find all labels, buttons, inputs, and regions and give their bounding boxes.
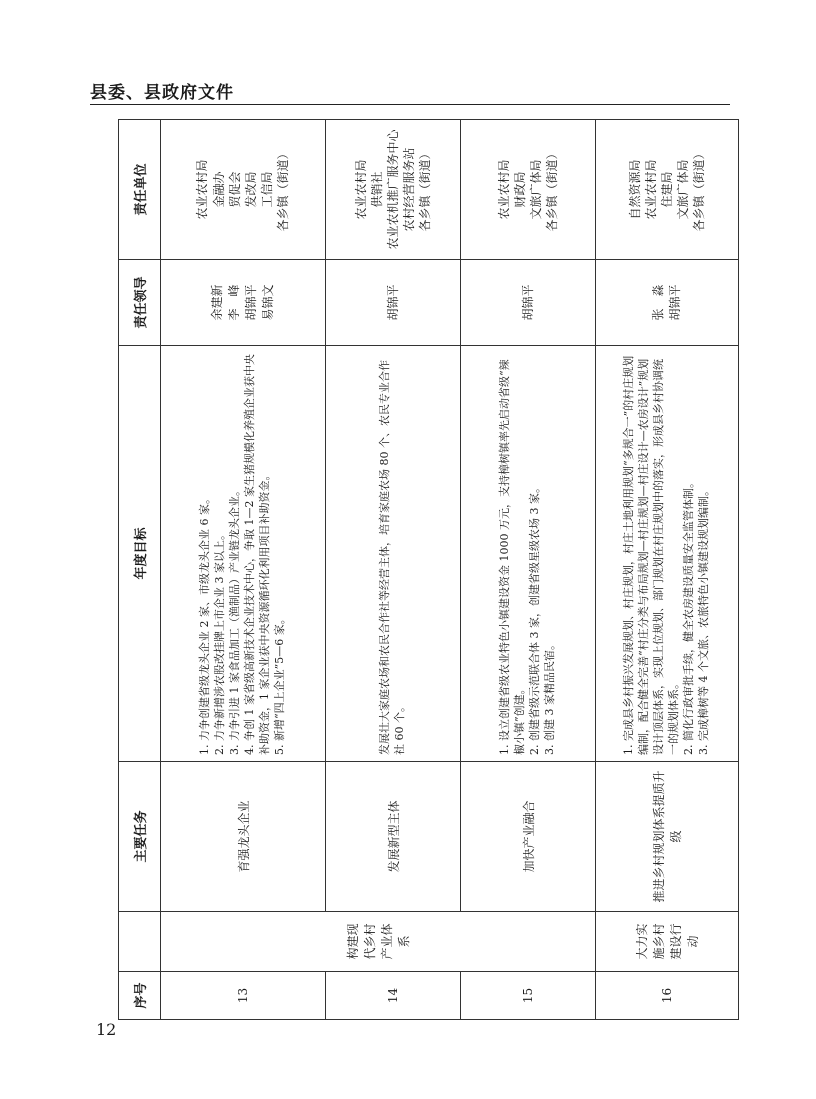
- unit-name: 各乡镇（街道）: [418, 147, 433, 232]
- unit-name: 农业农村局: [643, 159, 658, 220]
- row-index: 13: [161, 972, 326, 1020]
- header-goal: 年度目标: [119, 346, 161, 762]
- unit-name: 各乡镇（街道）: [692, 147, 707, 232]
- category-label: 大力实施乡村建设行动: [635, 923, 700, 960]
- row-leader: [596, 260, 739, 346]
- header-divider: [90, 104, 730, 105]
- table-row: [326, 120, 461, 1020]
- unit-name: 农业农村局: [195, 159, 210, 220]
- leader-name: 余建新: [210, 284, 225, 321]
- leader-name: 李 峰: [227, 284, 242, 321]
- leader-name: 胡锦平: [385, 284, 400, 321]
- goal-line: 3. 完成樟树等 4 个文旅、农旅特色小镇建设规划编制。: [696, 485, 710, 755]
- leader-name: 胡锦平: [668, 284, 682, 321]
- row-goal: [326, 346, 461, 762]
- header-task: 主要任务: [119, 762, 161, 912]
- goal-line: 4. 争创 1 家省级高新技术企业技术中心，争取 1—2 家生猪规模化养殖企业获中央补助资金，1 家企业获中央资源循环化利用项目补助资金。: [243, 354, 271, 755]
- row-unit: [161, 120, 326, 260]
- unit-name: 文旅广体局: [676, 159, 691, 220]
- unit-name: 各乡镇（街道）: [276, 147, 291, 232]
- row-task: 育强龙头企业: [161, 762, 326, 912]
- goal-line: 1. 力争创建省级龙头企业 2 家、市级龙头企业 6 家。: [198, 493, 212, 755]
- document-header-title: 县委、县政府文件: [90, 83, 234, 103]
- unit-name: 工信局: [260, 171, 275, 208]
- leader-name: 胡锦平: [520, 284, 535, 321]
- goal-line: 1. 完成县乡村振兴发展规划、村庄规划，村庄土地利用规划“多规合一”的村庄规划编制，配合健全完善“村庄分类与布局规划—村庄规划—村庄设计—农房设计”规划设计顶层体系，实现上位规划、部门规划在村庄规划中的落实，形成县乡村协调统一的规划体系。: [622, 355, 680, 755]
- unit-name: 供销社: [369, 171, 384, 208]
- unit-name: 自然资源局: [627, 159, 642, 220]
- unit-name: 金融办: [211, 171, 226, 208]
- category-cell: [161, 912, 596, 972]
- category-cell: [596, 912, 739, 972]
- unit-name: 发改局: [244, 171, 258, 208]
- row-index: 15: [461, 972, 596, 1020]
- category-label: 构建现代乡村产业体系: [346, 923, 411, 960]
- task-table: [118, 119, 739, 1020]
- unit-name: 农业农村局: [496, 159, 511, 220]
- rotated-table-content: [118, 120, 738, 1020]
- goal-line: 3. 力争引进 1 家食品加工（渔制品）产业链龙头企业。: [228, 485, 242, 755]
- unit-name: 农业农村局: [353, 159, 368, 220]
- row-task: 推进乡村规划体系提质升级: [596, 762, 739, 912]
- unit-name: 住建局: [659, 171, 674, 208]
- unit-name: 贸促会: [227, 171, 242, 208]
- goal-line: 1. 设立创建省级农业特色小镇建设资金 1000 万元，支持樟树镇率先启动省级“辣椒小镇”创建。: [498, 359, 527, 755]
- unit-name: 农村经营服务站: [402, 147, 417, 232]
- goal-line: 2. 简化行政审批手续，健全农房建设质量安全监管体制。: [681, 477, 695, 755]
- row-leader: [326, 260, 461, 346]
- goal-line: 发展壮大家庭农场和农民合作社等经营主体，培育家庭农场 80 个、农民专业合作社 60 个。: [378, 360, 406, 755]
- row-leader: [161, 260, 326, 346]
- row-leader: [461, 260, 596, 346]
- goal-line: 2. 力争新增涉农股改挂牌上市企业 3 家以上。: [213, 529, 227, 755]
- row-task: 发展新型主体: [326, 762, 461, 912]
- header-unit: 责任单位: [119, 120, 161, 260]
- unit-name: 农业农机推广服务中心: [385, 129, 400, 250]
- rotated-table-frame: [118, 120, 738, 1020]
- row-unit: [326, 120, 461, 260]
- leader-name: 易锦文: [260, 284, 275, 321]
- unit-name: 各乡镇（街道）: [545, 147, 560, 232]
- leader-name: 胡锦平: [244, 284, 258, 321]
- row-goal: [161, 346, 326, 762]
- header-category: [119, 912, 161, 972]
- unit-name: 财政局: [512, 171, 527, 208]
- row-goal: [596, 346, 739, 762]
- goal-line: 5. 新增“四上企业”5—6 家。: [272, 613, 286, 755]
- goal-line: 2. 创建省级示范联合体 3 家，创建省级星级农场 3 家。: [528, 482, 541, 755]
- table-row: [161, 120, 326, 1020]
- table-row: [596, 120, 739, 1020]
- row-task: 加快产业融合: [461, 762, 596, 912]
- header-leader: 责任领导: [119, 260, 161, 346]
- row-index: 16: [596, 972, 739, 1020]
- header-index: 序号: [119, 972, 161, 1020]
- unit-name: 文旅广体局: [529, 159, 543, 220]
- row-unit: [461, 120, 596, 260]
- row-goal: [461, 346, 596, 762]
- row-unit: [596, 120, 739, 260]
- table-row: [461, 120, 596, 1020]
- goal-line: 3. 创建 3 家精品民宿。: [542, 639, 556, 755]
- leader-name: 张 淼: [651, 284, 666, 321]
- page-number: 12: [96, 1020, 117, 1039]
- row-index: 14: [326, 972, 461, 1020]
